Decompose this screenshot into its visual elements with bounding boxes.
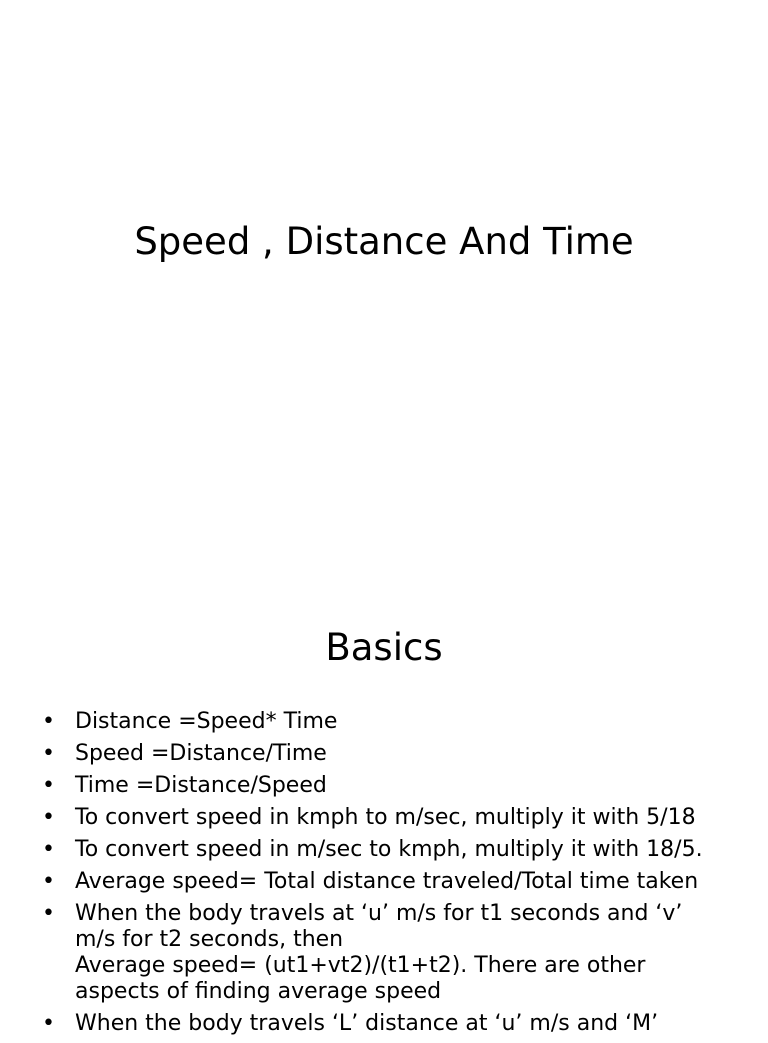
list-item	[38, 901, 728, 1005]
list-item	[38, 805, 728, 831]
list-item	[38, 773, 728, 799]
bullet-text: To convert speed in m/sec to kmph, multiply it with 18/5.	[75, 837, 703, 862]
bullet-continuation: Average speed= (ut1+vt2)/(t1+t2). There are other aspects of finding average speed	[75, 953, 646, 1004]
bullet-text: To convert speed in kmph to m/sec, multiply it with 5/18	[75, 805, 696, 830]
bullet-text: Average speed= Total distance traveled/Total time taken	[75, 869, 699, 894]
list-item	[38, 837, 728, 863]
bullet-text: When the body travels ‘L’ distance at ‘u’ m/s and ‘M’	[75, 1011, 659, 1036]
list-item	[38, 869, 728, 895]
bullet-icon: •	[42, 709, 55, 734]
list-item	[38, 741, 728, 767]
bullet-text: Time =Distance/Speed	[75, 773, 327, 798]
bullet-icon: •	[42, 1011, 55, 1036]
bullet-text: Distance =Speed* Time	[75, 709, 338, 734]
bullet-icon: •	[42, 773, 55, 798]
bullet-text: Speed =Distance/Time	[75, 741, 327, 766]
bullet-icon: •	[42, 741, 55, 766]
bullet-icon: •	[42, 901, 55, 926]
bullet-list	[38, 709, 728, 1043]
slide-title: Speed , Distance And Time	[134, 220, 634, 263]
bullet-text: When the body travels at ‘u’ m/s for t1 seconds and ‘v’ m/s for t2 seconds, then	[75, 901, 683, 952]
list-item	[38, 709, 728, 735]
basics-heading: Basics	[325, 626, 443, 669]
list-item	[38, 1011, 728, 1037]
bullet-icon: •	[42, 805, 55, 830]
bullet-icon: •	[42, 837, 55, 862]
bullet-icon: •	[42, 869, 55, 894]
